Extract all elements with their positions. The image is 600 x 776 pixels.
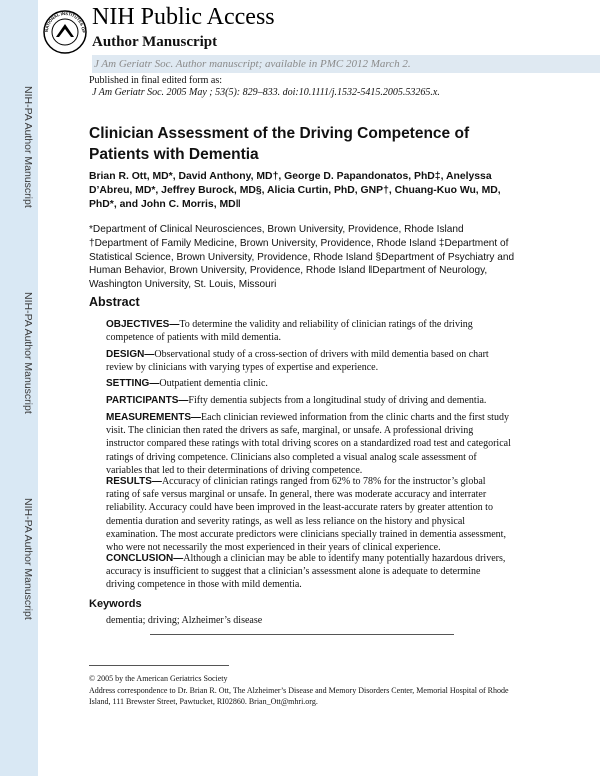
results-text: Accuracy of clinician ratings ranged from 62% to 78% for the instructor’s global rating of safe versus marginal or unsafe. In general, there was moderate accuracy and interrater reliability. Accuracy could have been improved in the least-accurate raters by greater attention to dementia duration and severity ratings, as well as less reliance on the history and physical examination. The most accurate predictors were clinicians specially trained in dementia assessment, who were not necessarily the most experienced in their years of clinical experience. <box>106 476 506 554</box>
participants-text: Fifty dementia subjects from a longitudinal study of driving and dementia. <box>188 395 487 406</box>
conclusion-text: Although a clinician may be able to identify many potentially hazardous drivers, accuracy is insufficient to suggest that a clinician’s assessment alone is adequate to determine driving competence in those with mild dementia. <box>106 553 506 591</box>
abstract-objectives <box>106 318 511 344</box>
setting-text: Outpatient dementia clinic. <box>159 378 268 389</box>
publication-line1: Published in final edited form as: <box>89 75 223 86</box>
header-subtitle: Author Manuscript <box>92 34 218 50</box>
abstract-design <box>106 348 511 374</box>
objectives-label: OBJECTIVES— <box>106 319 180 330</box>
measurements-text: Each clinician reviewed information from the clinic charts and the first study visit. The clinician then rated the drivers as safe, marginal, or unsafe. A professional driving instructor compared these ratings with total driving scores on a standardized road test and categorical ratings of driving competence. Clinicians also completed a visual analog scale assessment of variables that led to their determinations of driving competence. <box>106 412 511 476</box>
abstract-heading: Abstract <box>89 295 140 309</box>
design-text: Observational study of a cross-section of drivers with mild dementia based on chart review by clinicians with varying types of expertise and experience. <box>106 349 489 374</box>
correspondence-footnote: Address correspondence to Dr. Brian R. Ott, The Alzheimer’s Disease and Memory Disorders Center, Memorial Hospital of Rhode Island, 111 Brewster Street, Pawtucket, RI02860. Brian_Ott@mhri.org. <box>89 686 509 706</box>
header-title: NIH Public Access <box>92 4 275 30</box>
copyright-footnote: © 2005 by the American Geriatrics Society <box>89 674 228 683</box>
participants-label: PARTICIPANTS— <box>106 395 189 406</box>
article-title: Clinician Assessment of the Driving Competence of Patients with Dementia <box>89 125 470 163</box>
logo-text: NATIONAL INSTITUTES OF <box>43 10 87 33</box>
setting-label: SETTING— <box>106 378 160 389</box>
sidebar-label-top: NIH-PA Author Manuscript <box>22 86 34 208</box>
header-note: J Am Geriatr Soc. Author manuscript; available in PMC 2012 March 2. <box>92 55 600 73</box>
nih-logo <box>42 4 88 64</box>
publication-citation: J Am Geriatr Soc. 2005 May ; 53(5): 829–833. doi:10.1111/j.1532-5415.2005.53265.x. <box>92 87 440 98</box>
conclusion-label: CONCLUSION— <box>106 553 184 564</box>
keywords-text: dementia; driving; Alzheimer’s disease <box>106 615 263 626</box>
footnote-divider <box>89 665 229 666</box>
sidebar-label-bottom: NIH-PA Author Manuscript <box>22 498 34 620</box>
abstract-results <box>106 475 511 554</box>
measurements-label: MEASUREMENTS— <box>106 412 202 423</box>
abstract-conclusion <box>106 552 511 592</box>
design-label: DESIGN— <box>106 349 155 360</box>
results-label: RESULTS— <box>106 476 162 487</box>
keywords-heading: Keywords <box>89 598 142 610</box>
sidebar-label-middle: NIH-PA Author Manuscript <box>22 292 34 414</box>
left-sidebar <box>0 0 38 776</box>
abstract-setting <box>106 377 511 390</box>
objectives-text: To determine the validity and reliability of clinician ratings of the driving competence of patients with mild dementia. <box>106 319 473 344</box>
publication-line2 <box>92 87 440 98</box>
article-affiliations: *Department of Clinical Neurosciences, Brown University, Providence, Rhode Island †Department of Family Medicine, Brown University, Providence, Rhode Island ‡Department of Statistical Science, Brown University, Providence, Rhode Island §Department of Psychiatry and Human Behavior, Brown University, Providence, Rhode Island ‖Department of Neurology, Washington University, St. Louis, Missouri <box>89 224 515 291</box>
abstract-participants <box>106 394 511 407</box>
divider <box>150 634 454 635</box>
article-authors: Brian R. Ott, MD*, David Anthony, MD†, George D. Papandonatos, PhD‡, Anelyssa D’Abreu, MD*, Jeffrey Burock, MD§, Alicia Curtin, PhD, GNP†, Chuang-Kuo Wu, MD, PhD*, and John C. Morris, MD‖ <box>89 171 501 210</box>
abstract-measurements <box>106 411 511 477</box>
